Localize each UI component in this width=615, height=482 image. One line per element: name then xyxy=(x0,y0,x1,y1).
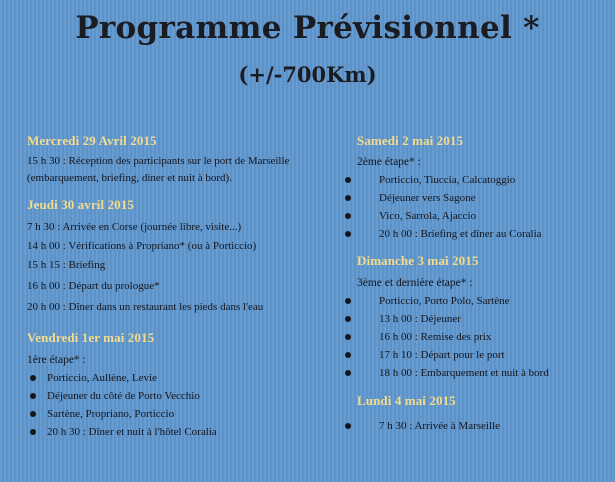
left-column xyxy=(27,128,327,441)
list-item-text: Porticcio, Tiuccia, Calcatoggio xyxy=(379,174,516,186)
bullet-icon xyxy=(345,370,351,376)
list-item xyxy=(27,405,327,423)
stage-list xyxy=(27,369,327,441)
schedule-line: 15 h 15 : Briefing xyxy=(27,259,106,271)
stage-list xyxy=(343,171,605,243)
bullet-icon xyxy=(345,316,351,322)
stage-label: 2ème étape* : xyxy=(357,156,421,168)
list-item xyxy=(27,387,327,405)
page-title: Programme Prévisionnel * xyxy=(75,10,540,46)
list-item-text: 20 h 00 : Briefing et dîner au Coralia xyxy=(379,228,542,240)
day-block-vendredi xyxy=(27,329,327,441)
list-item-text: 18 h 00 : Embarquement et nuit à bord xyxy=(379,367,549,379)
list-item-text: Déjeuner du côté de Porto Vecchio xyxy=(47,390,200,402)
list-item-text: Porticcio, Porto Polo, Sartène xyxy=(379,295,510,307)
schedule-line: 16 h 00 : Départ du prologue* xyxy=(27,280,160,292)
bullet-icon xyxy=(345,177,351,183)
page-subtitle: (+/-700Km) xyxy=(238,62,377,87)
schedule-line: 20 h 00 : Dîner dans un restaurant les pieds dans l'eau xyxy=(27,301,264,313)
list-item xyxy=(343,346,605,364)
bullet-icon xyxy=(30,411,36,417)
day-title: Vendredi 1er mai 2015 xyxy=(27,330,155,345)
day-title: Jeudi 30 avril 2015 xyxy=(27,197,134,212)
bullet-icon xyxy=(345,423,351,429)
stage-list xyxy=(343,292,605,382)
day-block-jeudi xyxy=(27,196,327,316)
list-item-text: Déjeuner vers Sagone xyxy=(379,192,476,204)
bullet-icon xyxy=(30,429,36,435)
list-item xyxy=(343,417,605,435)
list-item xyxy=(343,171,605,189)
stage-list xyxy=(343,417,605,435)
list-item-text: 7 h 30 : Arrivée à Marseille xyxy=(379,420,500,432)
list-item xyxy=(343,364,605,382)
bullet-icon xyxy=(345,298,351,304)
list-item-text: Sartène, Propriano, Porticcio xyxy=(47,408,175,420)
day-title: Dimanche 3 mai 2015 xyxy=(357,253,479,268)
right-column xyxy=(343,128,605,435)
day-title: Samedi 2 mai 2015 xyxy=(357,133,464,148)
day-block-mercredi xyxy=(27,132,327,187)
list-item xyxy=(343,328,605,346)
list-item-text: 13 h 00 : Déjeuner xyxy=(379,313,461,325)
list-item xyxy=(343,189,605,207)
day-title: Lundi 4 mai 2015 xyxy=(357,393,456,408)
bullet-icon xyxy=(345,195,351,201)
schedule-line: 7 h 30 : Arrivée en Corse (journée libre, visite...) xyxy=(27,221,242,233)
list-item-text: Porticcio, Aullène, Levie xyxy=(47,372,157,384)
bullet-icon xyxy=(345,334,351,340)
bullet-icon xyxy=(345,352,351,358)
list-item-text: 17 h 10 : Départ pour le port xyxy=(379,349,505,361)
list-item xyxy=(343,225,605,243)
schedule-line: 14 h 00 : Vérifications à Propriano* (ou à Porticcio) xyxy=(27,240,257,252)
list-item xyxy=(343,292,605,310)
list-item-text: Vico, Sarrola, Ajaccio xyxy=(379,210,477,222)
list-item xyxy=(27,369,327,387)
day-title: Mercredi 29 Avril 2015 xyxy=(27,133,157,148)
day-block-samedi xyxy=(343,132,605,243)
bullet-icon xyxy=(30,375,36,381)
list-item xyxy=(343,310,605,328)
day-block-lundi xyxy=(343,392,605,435)
stage-label: 1ère étape* : xyxy=(27,354,86,366)
list-item xyxy=(27,423,327,441)
bullet-icon xyxy=(345,213,351,219)
day-block-dimanche xyxy=(343,252,605,382)
schedule-line: (embarquement, briefing, diner et nuit à bord). xyxy=(27,172,232,184)
stage-label: 3ème et dernière étape* : xyxy=(357,277,473,289)
list-item xyxy=(343,207,605,225)
bullet-icon xyxy=(30,393,36,399)
list-item-text: 16 h 00 : Remise des prix xyxy=(379,331,492,343)
bullet-icon xyxy=(345,231,351,237)
list-item-text: 20 h 30 : Dîner et nuit à l'hôtel Coralia xyxy=(47,426,217,438)
schedule-line: 15 h 30 : Réception des participants sur le port de Marseille xyxy=(27,155,290,167)
